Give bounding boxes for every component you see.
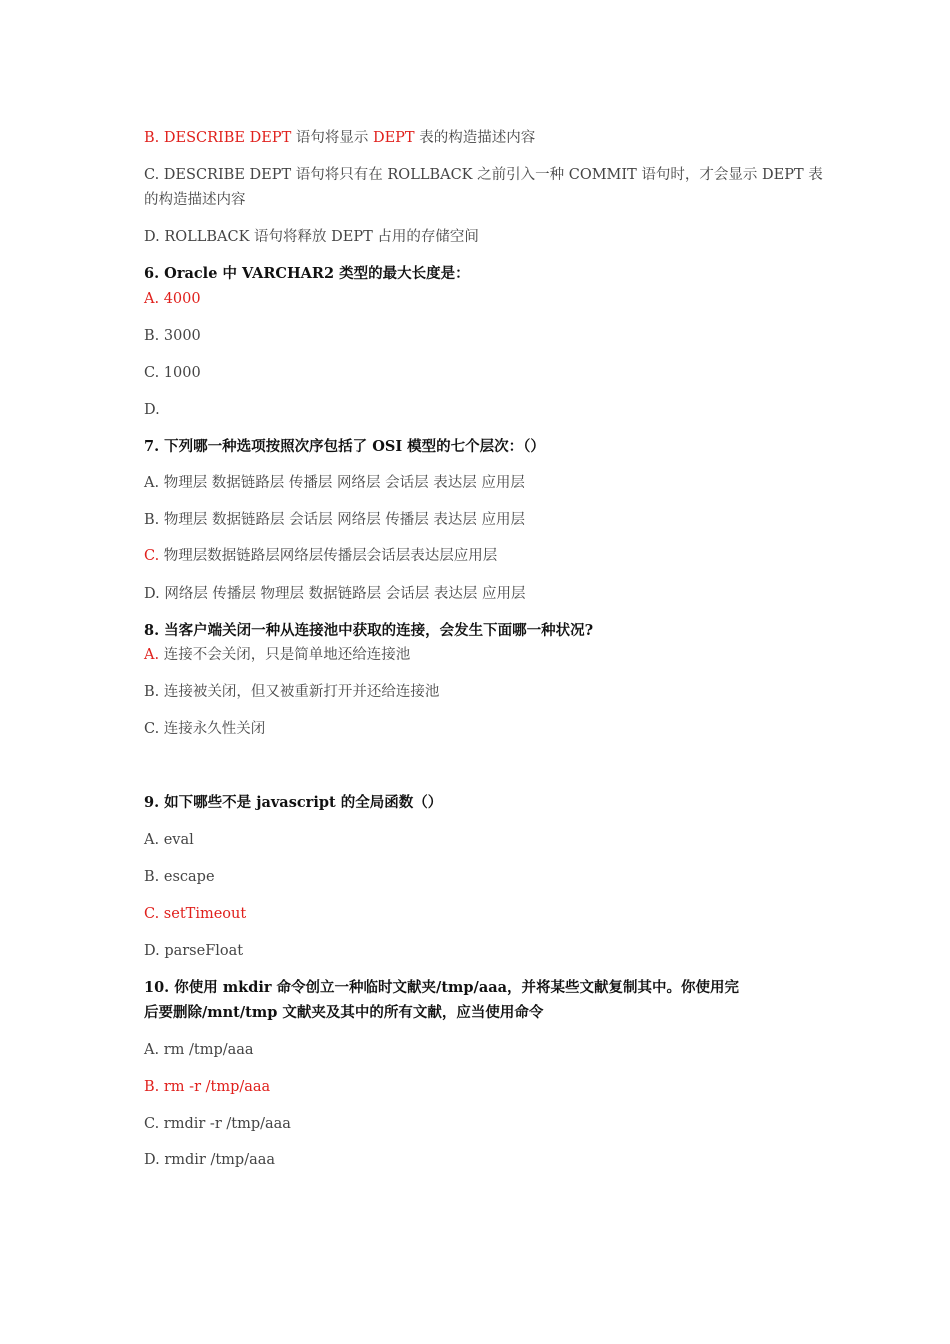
option-b: B. 3000 xyxy=(144,328,201,344)
question-9: 9. 如下哪些不是 javascript 的全局函数（） xyxy=(144,794,443,811)
answer-highlight: C. xyxy=(144,548,160,564)
answer-highlight: A. xyxy=(144,647,160,663)
option-text: 表的构造描述内容 xyxy=(414,130,536,146)
option-text: 连接不会关闭，只是简单地还给连接池 xyxy=(159,647,411,663)
option-c-continued: 的构造描述内容 xyxy=(144,192,246,208)
option-b: B. 连接被关闭，但又被重新打开并还给连接池 xyxy=(144,684,440,700)
option-d: D. 网络层 传播层 物理层 数据链路层 会话层 表达层 应用层 xyxy=(144,586,526,602)
option-b: B. 物理层 数据链路层 会话层 网络层 传播层 表达层 应用层 xyxy=(144,512,526,528)
option-b-answer: B. rm -r /tmp/aaa xyxy=(144,1079,271,1095)
option-a: A. eval xyxy=(144,832,194,848)
option-c: C. DESCRIBE DEPT 语句将只有在 ROLLBACK 之前引入一种 COMMIT 语句时，才会显示 DEPT 表 xyxy=(144,167,823,183)
question-8: 8. 当客户端关闭一种从连接池中获取的连接，会发生下面哪一种状况? xyxy=(144,622,594,639)
option-c: C. 连接永久性关闭 xyxy=(144,721,266,737)
question-7: 7. 下列哪一种选项按照次序包括了 OSI 模型的七个层次：（） xyxy=(144,438,545,455)
option-text: 物理层数据链路层网络层传播层会话层表达层应用层 xyxy=(159,548,498,564)
option-c: C. rmdir -r /tmp/aaa xyxy=(144,1116,291,1132)
option-d: D. parseFloat xyxy=(144,943,244,959)
option-c: C. 1000 xyxy=(144,365,201,381)
option-a: A. rm /tmp/aaa xyxy=(144,1042,254,1058)
option-d: D. xyxy=(144,402,160,418)
option-a-answer xyxy=(144,643,824,668)
option-text: 语句将显示 xyxy=(291,130,373,146)
option-d: D. ROLLBACK 语句将释放 DEPT 占用的存储空间 xyxy=(144,229,479,245)
option-b-answer xyxy=(144,126,824,151)
option-a-answer: A. 4000 xyxy=(144,291,201,307)
option-a: A. 物理层 数据链路层 传播层 网络层 会话层 表达层 应用层 xyxy=(144,475,525,491)
question-6: 6. Oracle 中 VARCHAR2 类型的最大长度是： xyxy=(144,265,470,282)
question-10-continued: 后要删除/mnt/tmp 文献夹及其中的所有文献，应当使用命令 xyxy=(144,1004,544,1021)
option-d: D. rmdir /tmp/aaa xyxy=(144,1152,276,1168)
answer-highlight: B. DESCRIBE DEPT xyxy=(144,130,292,146)
option-b: B. escape xyxy=(144,869,215,885)
option-c-answer xyxy=(144,544,824,569)
answer-highlight: DEPT xyxy=(372,130,415,146)
option-c-answer: C. setTimeout xyxy=(144,906,247,922)
question-10: 10. 你使用 mkdir 命令创立一种临时文献夹/tmp/aaa，并将某些文献复制其中。你使用完 xyxy=(144,979,739,996)
